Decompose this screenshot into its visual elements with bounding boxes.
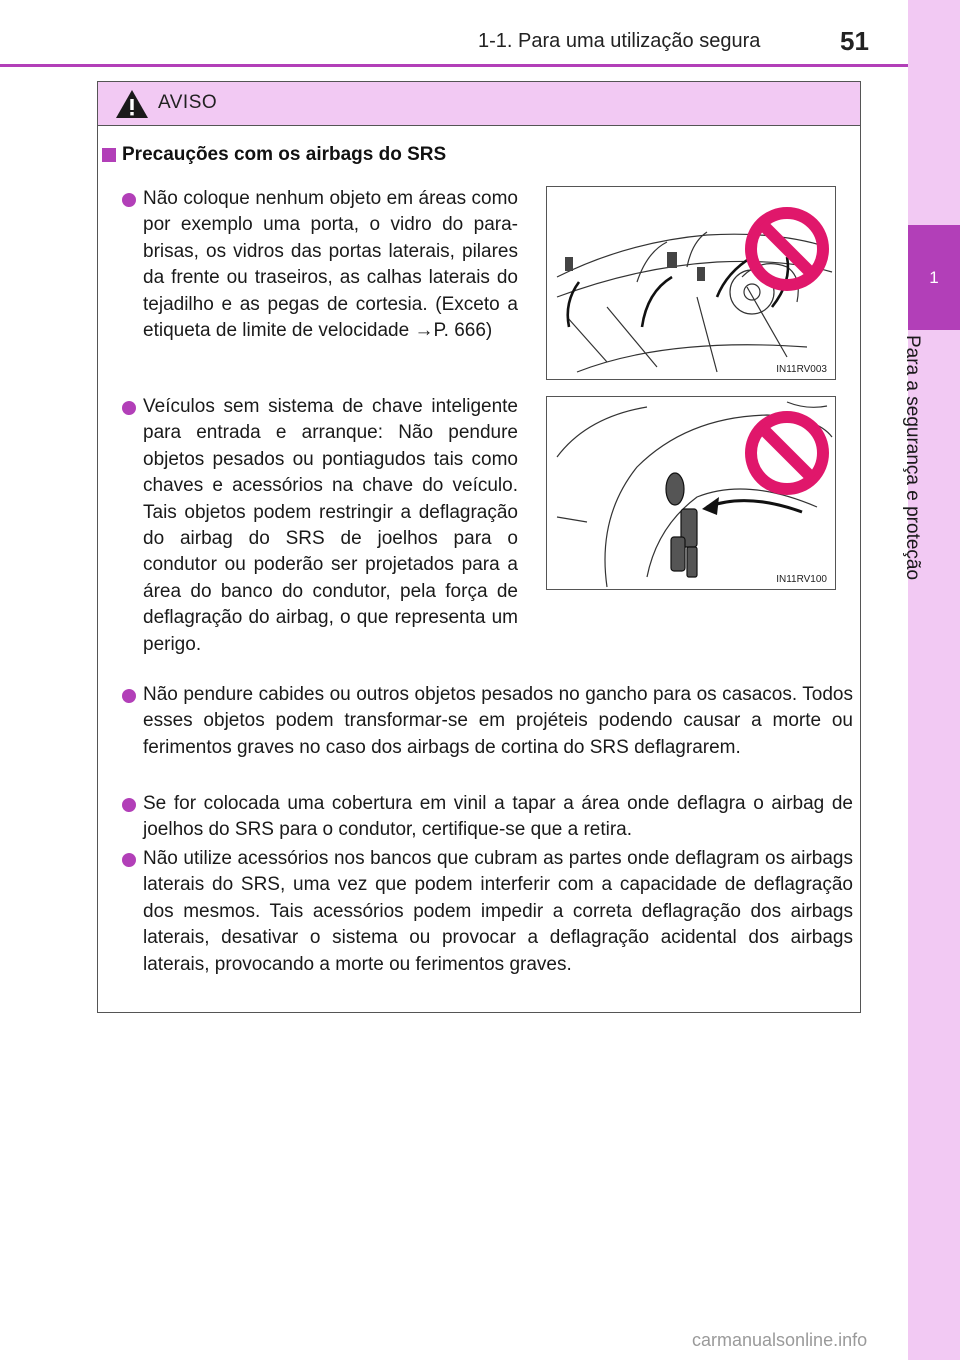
chapter-title: Para a segurança e proteção <box>902 335 923 581</box>
square-bullet-icon <box>102 148 116 162</box>
list-item <box>143 846 853 978</box>
item-text: Não pendure cabides ou outros objetos pesados no gancho para os casacos. Todos esses objetos podem transformar-se em projéteis podendo causar a morte ou ferimentos graves no caso dos airbags de cortina do SRS deflagrarem. <box>143 684 853 758</box>
round-bullet-icon <box>122 193 136 207</box>
warning-box <box>97 81 861 1013</box>
prohibited-icon <box>743 409 831 497</box>
watermark: carmanualsonline.info <box>692 1330 868 1350</box>
item-text: Não utilize acessórios nos bancos que cubram as partes onde deflagram os airbags laterais do SRS, uma vez que podem interferir com a capacidade de deflagração dos mesmos. Tais acessórios podem impedir a correta deflagração dos airbags laterais, desativar o sistema ou provocar a deflagração acidental dos airbags laterais, provocando a morte ou ferimentos graves. <box>143 848 853 975</box>
figure-code: IN11RV003 <box>776 364 827 375</box>
warning-triangle-icon <box>114 88 150 120</box>
item-text: Se for colocada uma cobertura em vinil a tapar a área onde deflagra o airbag de joelhos do SRS para o condutor, certifique-se que a retira. <box>143 793 853 841</box>
prohibited-icon <box>743 205 831 293</box>
round-bullet-icon <box>122 798 136 812</box>
header-divider <box>0 64 908 67</box>
chapter-number: 1 <box>929 267 939 287</box>
list-item <box>143 682 853 761</box>
item-text: Veículos sem sistema de chave inteligente para entrada e arranque: Não pendure objetos pesados ou pontiagudos tais como chaves e acessórios na chave do veículo. Tais objetos podem restringir a deflagração do airbag do SRS de joelhos para o condutor ou poderão ser projetados para a área do banco do condutor, pela força de deflagração do airbag, o que representa um perigo. <box>143 396 518 655</box>
chapter-title-container <box>902 335 960 625</box>
round-bullet-icon <box>122 853 136 867</box>
figure-key-ring <box>546 396 836 590</box>
page-number: 51 <box>840 26 869 56</box>
warning-label: AVISO <box>158 92 218 113</box>
warning-header <box>98 82 860 126</box>
figure-interior-hooks <box>546 186 836 380</box>
chapter-tab <box>908 225 960 330</box>
figure-code: IN11RV100 <box>776 574 827 585</box>
list-item <box>143 394 518 658</box>
list-item <box>143 186 518 344</box>
subsection-title: Precauções com os airbags do SRS <box>122 144 447 165</box>
round-bullet-icon <box>122 689 136 703</box>
chapter-side-strip <box>908 0 960 1360</box>
section-title: 1-1. Para uma utilização segura <box>478 30 761 52</box>
round-bullet-icon <box>122 401 136 415</box>
subsection-heading <box>98 144 446 166</box>
item-text: Não coloque nenhum objeto em áreas como por exemplo uma porta, o vidro do para-brisas, os vidros das portas laterais, pilares da frente ou traseiros, as calhas laterais do tejadilho e as pegas de cortesia. (Exceto a etiqueta de limite de velocidade →P. 666) <box>143 188 518 342</box>
list-item <box>143 791 853 844</box>
